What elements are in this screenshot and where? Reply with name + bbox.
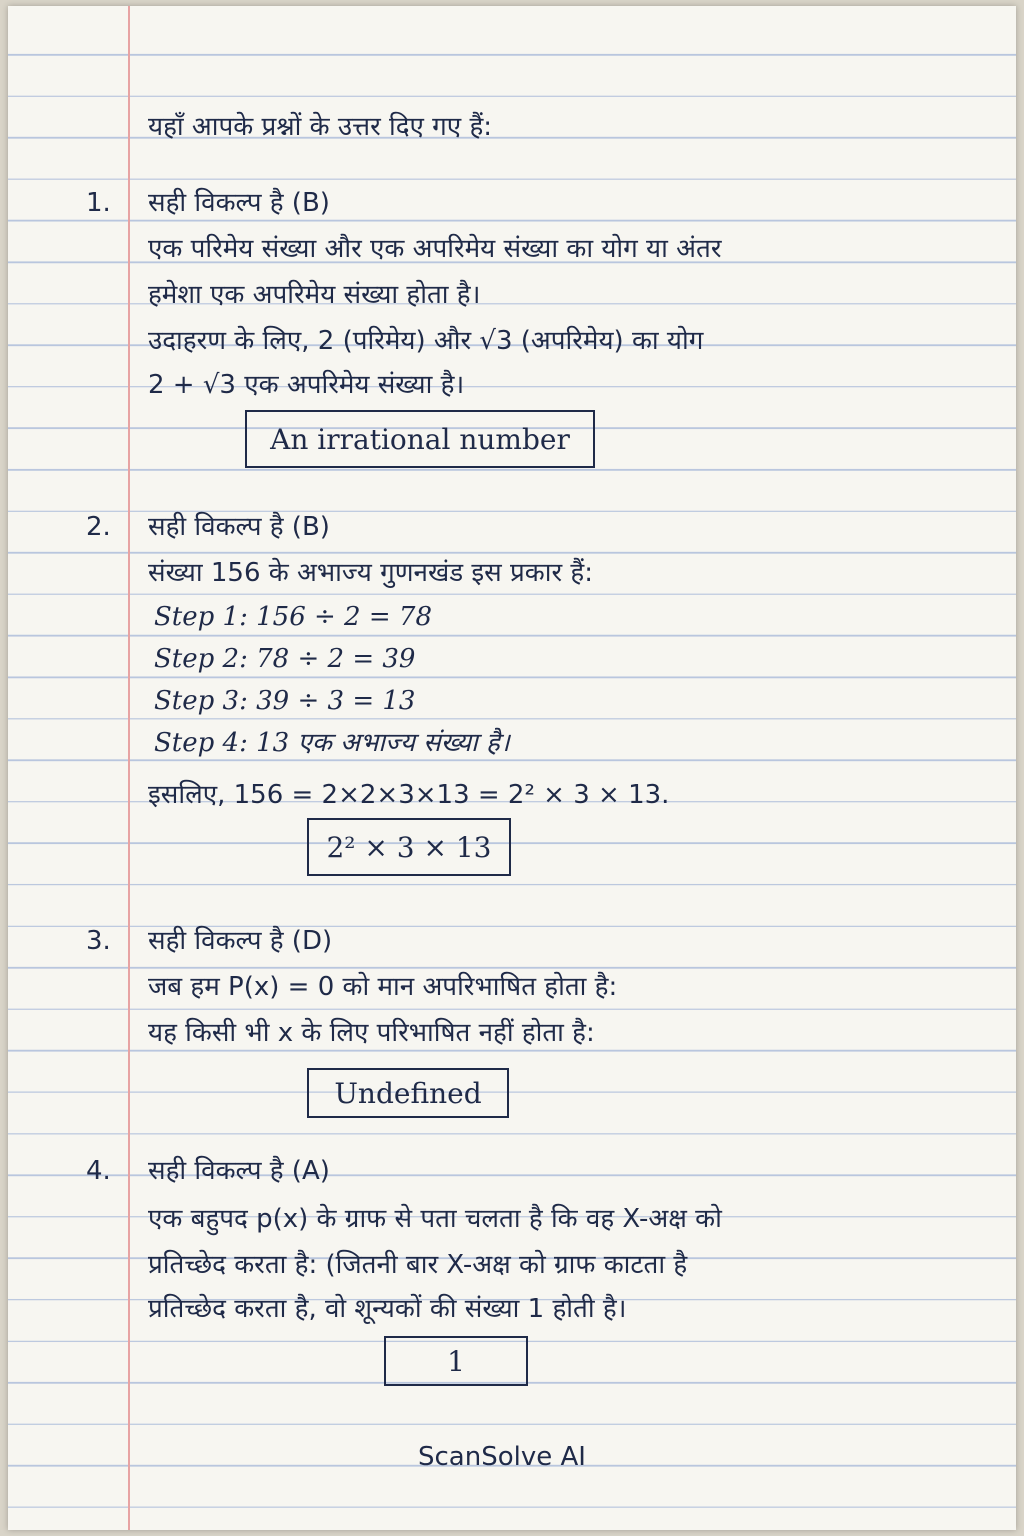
q4-answer: 1: [447, 1344, 465, 1378]
intro-text: यहाँ आपके प्रश्नों के उत्तर दिए गए हैं:: [148, 112, 493, 142]
q4-line-3: प्रतिच्छेद करता है, वो शून्यकों की संख्या 1 होती है।: [148, 1294, 627, 1324]
q2-answer-box: [307, 818, 511, 876]
q2-step-1: Step 1: 156 ÷ 2 = 78: [154, 602, 433, 632]
q1-answer-box: [245, 410, 595, 468]
q2-step-2: Step 2: 78 ÷ 2 = 39: [154, 644, 416, 674]
q3-number: 3.: [86, 926, 111, 956]
footer-brand: ScanSolve AI: [418, 1442, 586, 1472]
q2-line-conclusion: इसलिए, 156 = 2×2×3×13 = 2² × 3 × 13.: [148, 780, 670, 810]
q1-heading: सही विकल्प है (B): [148, 188, 330, 218]
q4-heading: सही विकल्प है (A): [148, 1156, 330, 1186]
margin-line: [128, 6, 130, 1530]
q3-heading: सही विकल्प है (D): [148, 926, 333, 956]
q2-heading: सही विकल्प है (B): [148, 512, 330, 542]
q4-number: 4.: [86, 1156, 111, 1186]
q2-answer: 2² × 3 × 13: [326, 830, 492, 864]
q3-line-1: जब हम P(x) = 0 को मान अपरिभाषित होता है:: [148, 972, 618, 1002]
q2-line-1: संख्या 156 के अभाज्य गुणनखंड इस प्रकार हैं:: [148, 558, 593, 588]
q1-line-3: उदाहरण के लिए, 2 (परिमेय) और √3 (अपरिमेय) का योग: [148, 326, 704, 356]
q3-line-2: यह किसी भी x के लिए परिभाषित नहीं होता है:: [148, 1018, 595, 1048]
q2-number: 2.: [86, 512, 111, 542]
q1-answer: An irrational number: [270, 422, 570, 456]
q4-line-1: एक बहुपद p(x) के ग्राफ से पता चलता है कि वह X-अक्ष को: [148, 1204, 722, 1234]
q3-answer-box: [307, 1068, 509, 1118]
q4-answer-box: [384, 1336, 528, 1386]
q3-answer: Undefined: [334, 1076, 482, 1110]
q1-line-4: 2 + √3 एक अपरिमेय संख्या है।: [148, 370, 465, 400]
q2-step-3: Step 3: 39 ÷ 3 = 13: [154, 686, 416, 716]
q4-line-2: प्रतिच्छेद करता है: (जितनी बार X-अक्ष को ग्राफ काटता है: [148, 1250, 688, 1280]
q1-line-2: हमेशा एक अपरिमेय संख्या होता है।: [148, 280, 481, 310]
q1-number: 1.: [86, 188, 111, 218]
notebook-page: [8, 6, 1016, 1530]
q1-line-1: एक परिमेय संख्या और एक अपरिमेय संख्या का योग या अंतर: [148, 234, 722, 264]
q2-step-4: Step 4: 13 एक अभाज्य संख्या है।: [154, 728, 510, 758]
